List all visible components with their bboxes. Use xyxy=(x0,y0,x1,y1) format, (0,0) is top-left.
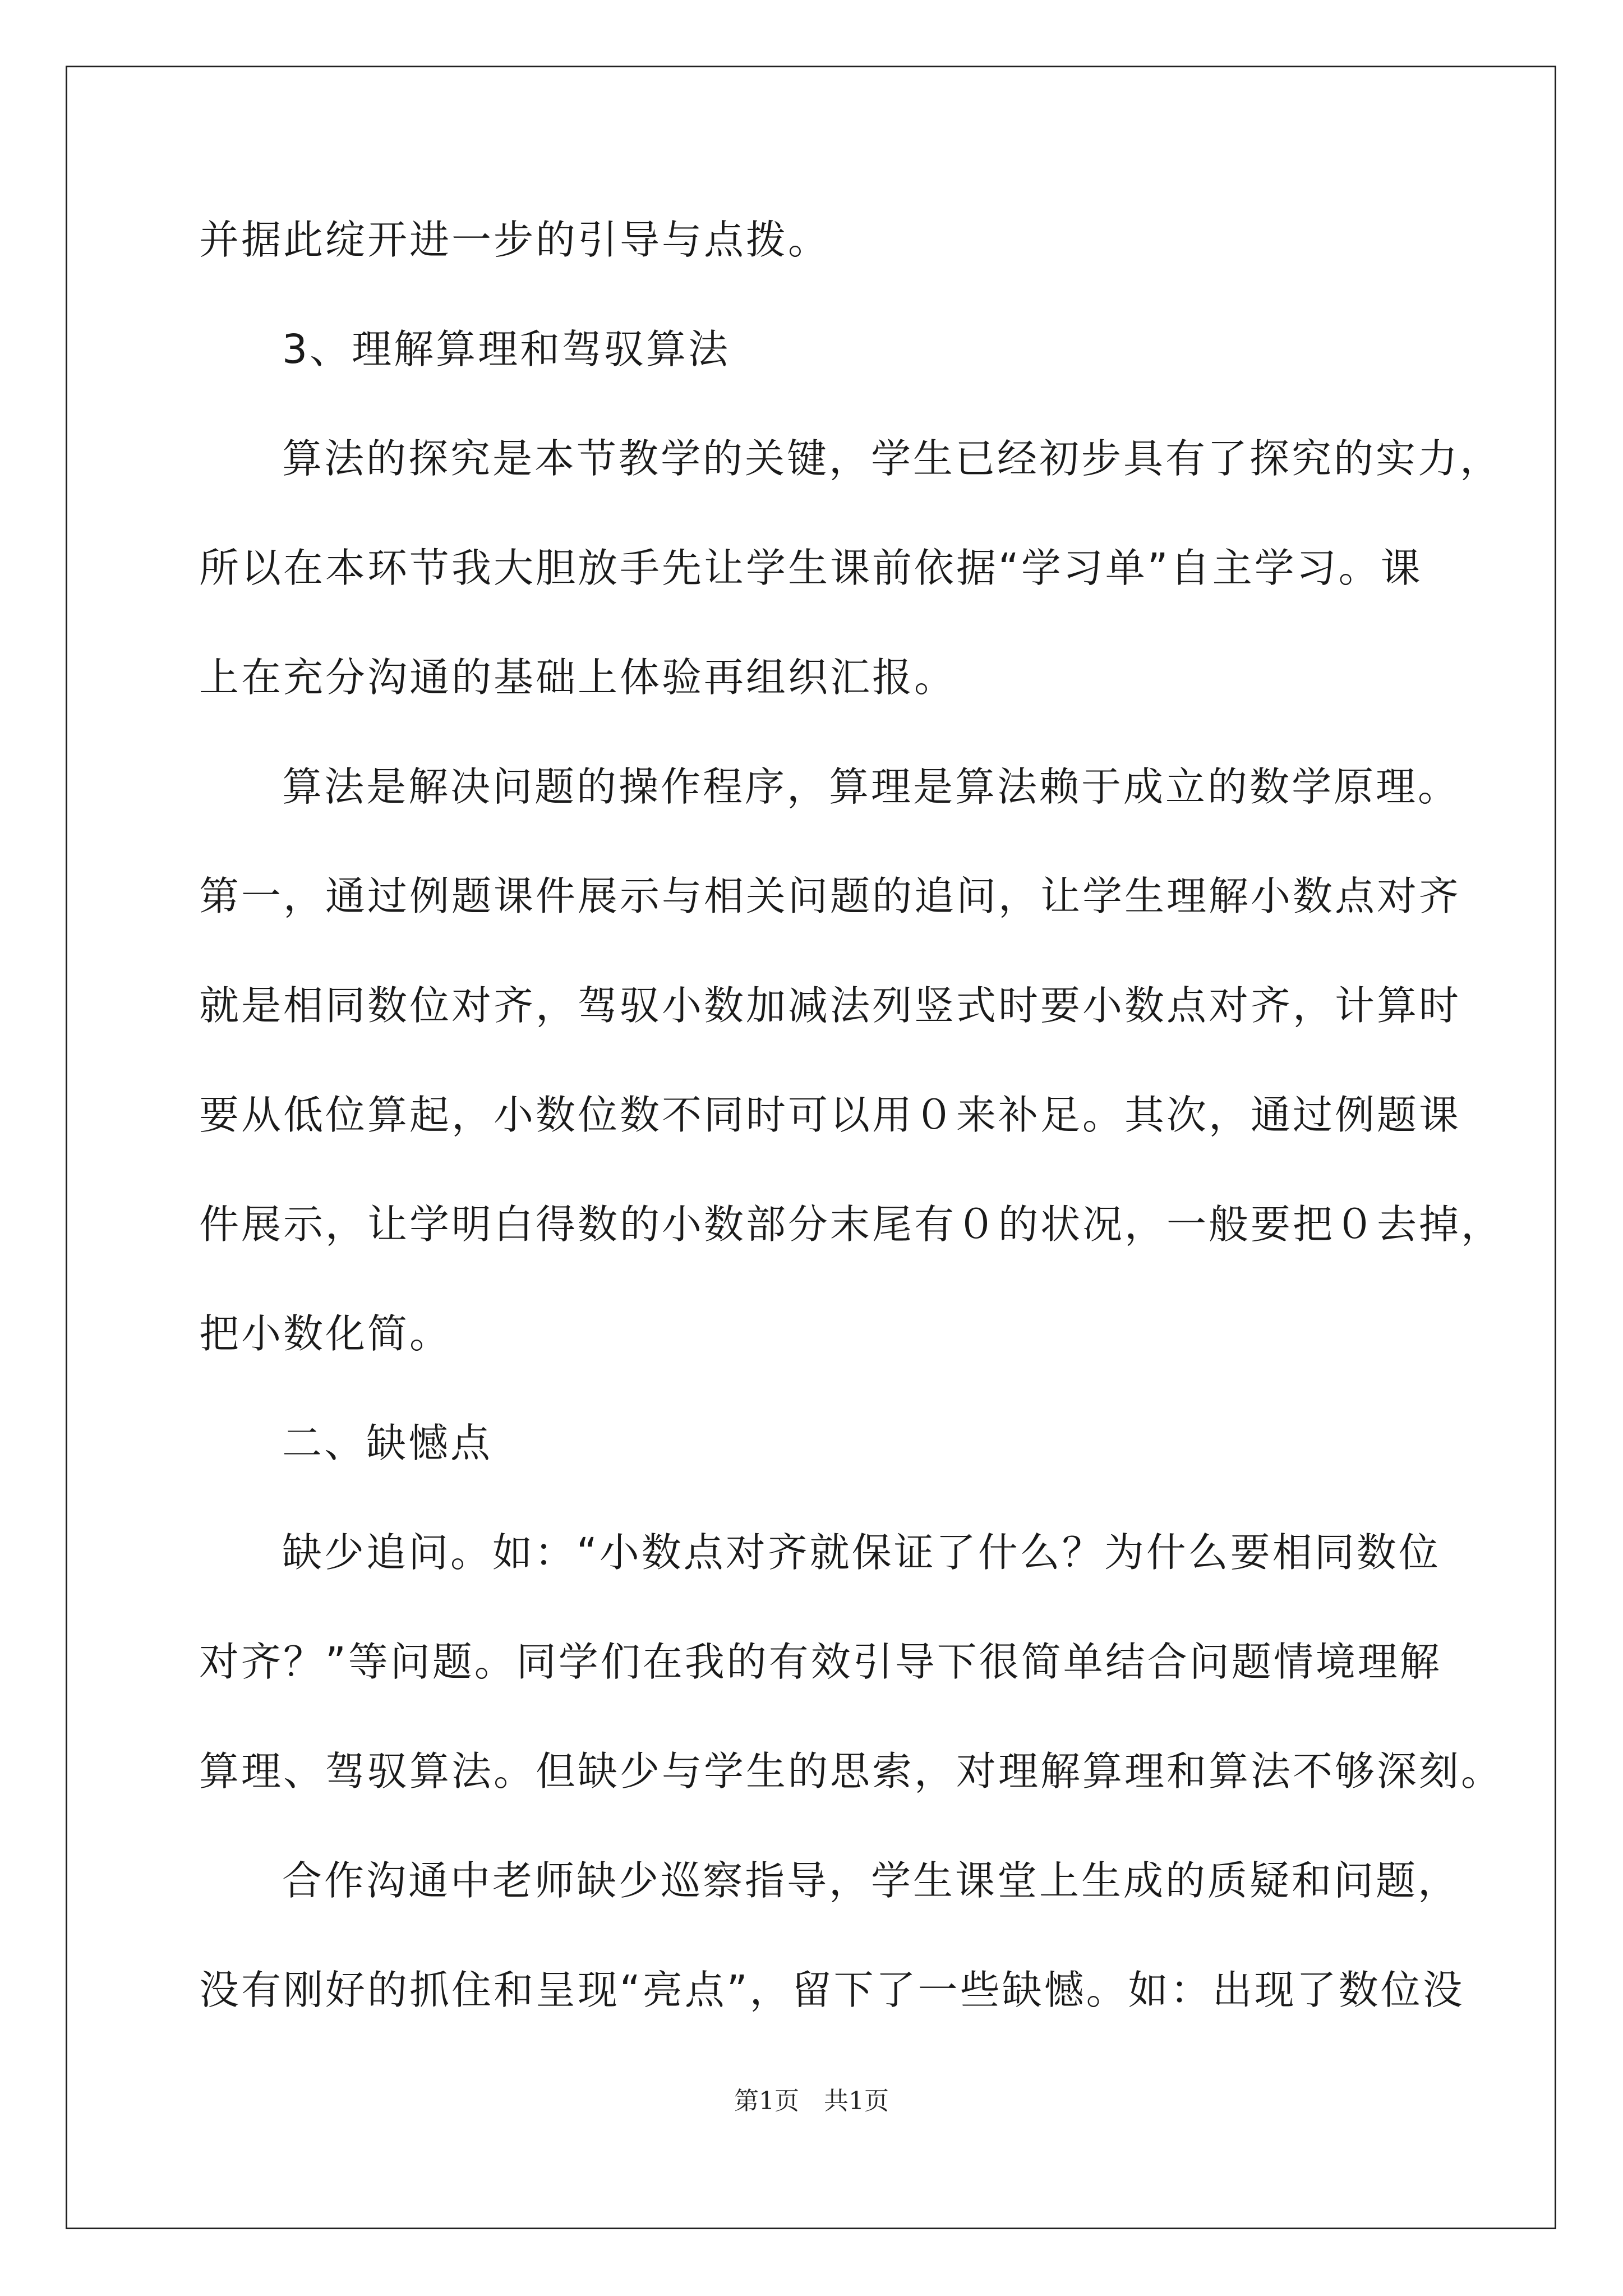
text-line: 算法的探究是本节教学的关键，学生已经初步具有了探究的实力， xyxy=(282,435,1502,482)
text-line: 缺少追问。如：“小数点对齐就保证了什么？为什么要相同数位 xyxy=(282,1529,1441,1576)
text-line: 并据此绽开进一步的引导与点拨。 xyxy=(199,217,831,263)
text-line: 第一，通过例题课件展示与相关问题的追问，让学生理解小数点对齐 xyxy=(199,873,1461,919)
text-line: 件展示，让学明白得数的小数部分末尾有０的状况，一般要把０去掉， xyxy=(199,1201,1504,1248)
text-line: 要从低位算起，小数位数不同时可以用０来补足。其次，通过例题课 xyxy=(199,1092,1461,1138)
text-line: 算理、驾驭算法。但缺少与学生的思索，对理解算理和算法不够深刻。 xyxy=(199,1748,1504,1795)
section-heading: 二、缺憾点 xyxy=(282,1420,493,1466)
text-line: 算法是解决问题的操作程序，算理是算法赖于成立的数学原理。 xyxy=(282,763,1460,810)
page-footer: 第1页 共1页 xyxy=(734,2087,889,2115)
text-line: 就是相同数位对齐，驾驭小数加减法列竖式时要小数点对齐，计算时 xyxy=(199,982,1461,1029)
text-line: 没有刚好的抓住和呈现“亮点”，留下了一些缺憾。如：出现了数位没 xyxy=(199,1967,1465,2013)
text-line: 对齐？”等问题。同学们在我的有效引导下很简单结合问题情境理解 xyxy=(199,1639,1442,1685)
section-heading: 3、理解算理和驾驭算法 xyxy=(282,326,731,372)
text-line: 合作沟通中老师缺少巡察指导，学生课堂上生成的质疑和问题， xyxy=(282,1857,1460,1904)
text-line: 把小数化简。 xyxy=(199,1310,452,1357)
text-line: 所以在本环节我大胆放手先让学生课前依据“学习单”自主学习。课 xyxy=(199,545,1423,591)
text-line: 上在充分沟通的基础上体验再组织汇报。 xyxy=(199,654,957,701)
